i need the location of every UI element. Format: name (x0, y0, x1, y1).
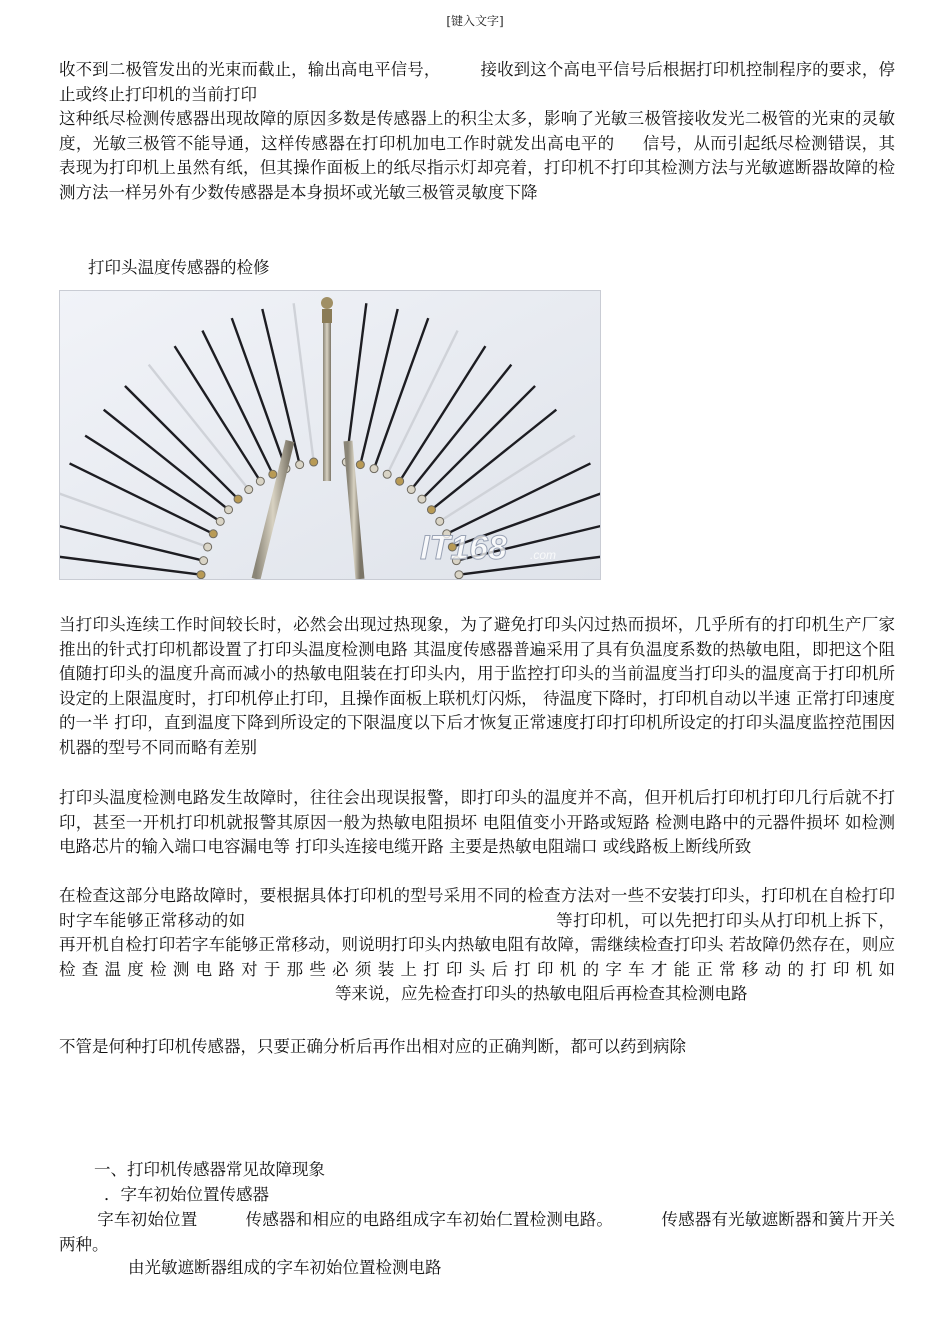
paragraph-5-part-b: 等打印机，可以先把打印头从打印机上拆下，再开机自检打印若字车能够正常移动，则说明打印头内热敏电阻有故障，需继续检查打印头 若故障仍然存在，则应检查温度检测电路对于那些必须装上打印头后打印机的字车才能正常移动的打印机如 (59, 910, 896, 979)
sensor-assortment-image (60, 291, 600, 579)
probe-tip (383, 470, 391, 478)
paragraph-3: 当打印头连续工作时间较长时，必然会出现过热现象，为了避免打印头闪过热而损坏，几乎所有的打印机生产厂家推出的针式打印机都设置了打印头温度检测电路 其温度传感器普遍采用了具有负温度系数的热敏电阻，即把这个阻值随打印头的温度升高而减小的热敏电阻装在打印头内，用于监控打印头的当前温度当打印头的温度高于打印机所设定的上限温度时，打印机停止打印，且操作面板上联机灯闪烁， 待温度下降时，打印机自动以半速 正常打印速度的一半 打印，直到温度下降到所设定的下限温度以下后才恢复正常速度打印打印机所设定的打印头温度监控范围因机器的型号不同而略有差别 (59, 615, 895, 757)
probe-tip (234, 495, 242, 503)
temperature-sensors-photo (59, 290, 601, 580)
paragraph-1-part-a: 收不到二极管发出的光束而截止，输出高电平信号， (59, 60, 441, 79)
probe-tip (200, 557, 208, 565)
probe-tip (296, 461, 304, 469)
heading-2: ．字车初始位置传感器 (104, 1185, 269, 1204)
paragraph-1-part-b: 接收到这个高电平信号后根据打印机控制程序的要求，停止或终止打印机的当前打印 (59, 60, 896, 104)
paragraph-7-part-a: 字车初始位置 (97, 1210, 198, 1229)
paragraph-2-part-b: 信号，从而引起纸尽检测错误，其表现为打印机上虽然有纸，但其操作面板上的纸尽指示灯却亮着，打印机不打印其检测方法与光敏遮断器故障的检测方法一样另外有少数传感器是本身损坏或光敏三极管灵敏度下降 (59, 133, 896, 202)
probe-tip (216, 517, 224, 525)
paragraph-5-part-c: 等来说，应先检查打印头的热敏电阻后再检查其检测电路 (335, 984, 748, 1003)
probe-tip (356, 461, 364, 469)
photo-watermark-suffix: .com (530, 548, 557, 562)
paragraph-7 (59, 1208, 895, 1257)
paragraph-7-part-b: 传感器和相应的电路组成字车初始仁置检测电路。 (245, 1210, 614, 1229)
probe-tip (204, 543, 212, 551)
probe-tip (256, 477, 264, 485)
paragraph-4: 打印头温度检测电路发生故障时，往往会出现误报警，即打印头的温度并不高，但开机后打印机打印几行后就不打印，甚至一开机打印机就报警其原因一般为热敏电阻损坏 电阻值变小开路或短路 检测电路中的元器件损坏 如检测电路芯片的输入端口电容漏电等 打印头连接电缆开路 主要是热敏电阻端口 或线路板上断线所致 (59, 788, 895, 856)
paragraph-7-part-c: 传感器有光敏遮断器和簧片开关两种。 (59, 1210, 896, 1254)
probe-tip (418, 495, 426, 503)
probe-tip (209, 530, 217, 538)
probe-tip (245, 486, 253, 494)
paragraph-6: 不管是何种打印机传感器，只要正确分析后再作出相对应的正确判断，都可以药到病除 (59, 1037, 686, 1056)
probe-tip (455, 571, 463, 579)
probe-tip (269, 470, 277, 478)
probe-tip (436, 517, 444, 525)
probe-tip (407, 486, 415, 494)
photo-watermark: IT168 (420, 529, 507, 567)
paragraph-5 (59, 884, 895, 1007)
paragraph-1 (59, 58, 895, 107)
heading-1: 一、打印机传感器常见故障现象 (94, 1160, 325, 1179)
section-title: 打印头温度传感器的检修 (88, 258, 270, 277)
probe-tip (370, 465, 378, 473)
probe-tip (310, 458, 318, 466)
paragraph-2-part-a: 这种纸尽检测传感器出现故障的原因多数是传感器上的积尘太多，影响了光敏三极管接收发光二极管的光束的灵敏度，光敏三极管不能导通，这样传感器在打印机加电工作时就发出高电平的 (59, 109, 895, 153)
paragraph-5-part-a: 在检查这部分电路故障时，要根据具体打印机的型号采用不同的检查方法对一些不安装打印头，打印机在自检打印时字车能够正常移动的如 (59, 886, 895, 930)
probe-tip (427, 506, 435, 514)
paragraph-8: 由光敏遮断器组成的字车初始位置检测电路 (128, 1258, 442, 1277)
paragraph-2 (59, 107, 895, 205)
probe-tip (396, 477, 404, 485)
page-header: [键入文字] (446, 14, 504, 28)
probe-tip (197, 571, 205, 579)
probe-tip (225, 506, 233, 514)
